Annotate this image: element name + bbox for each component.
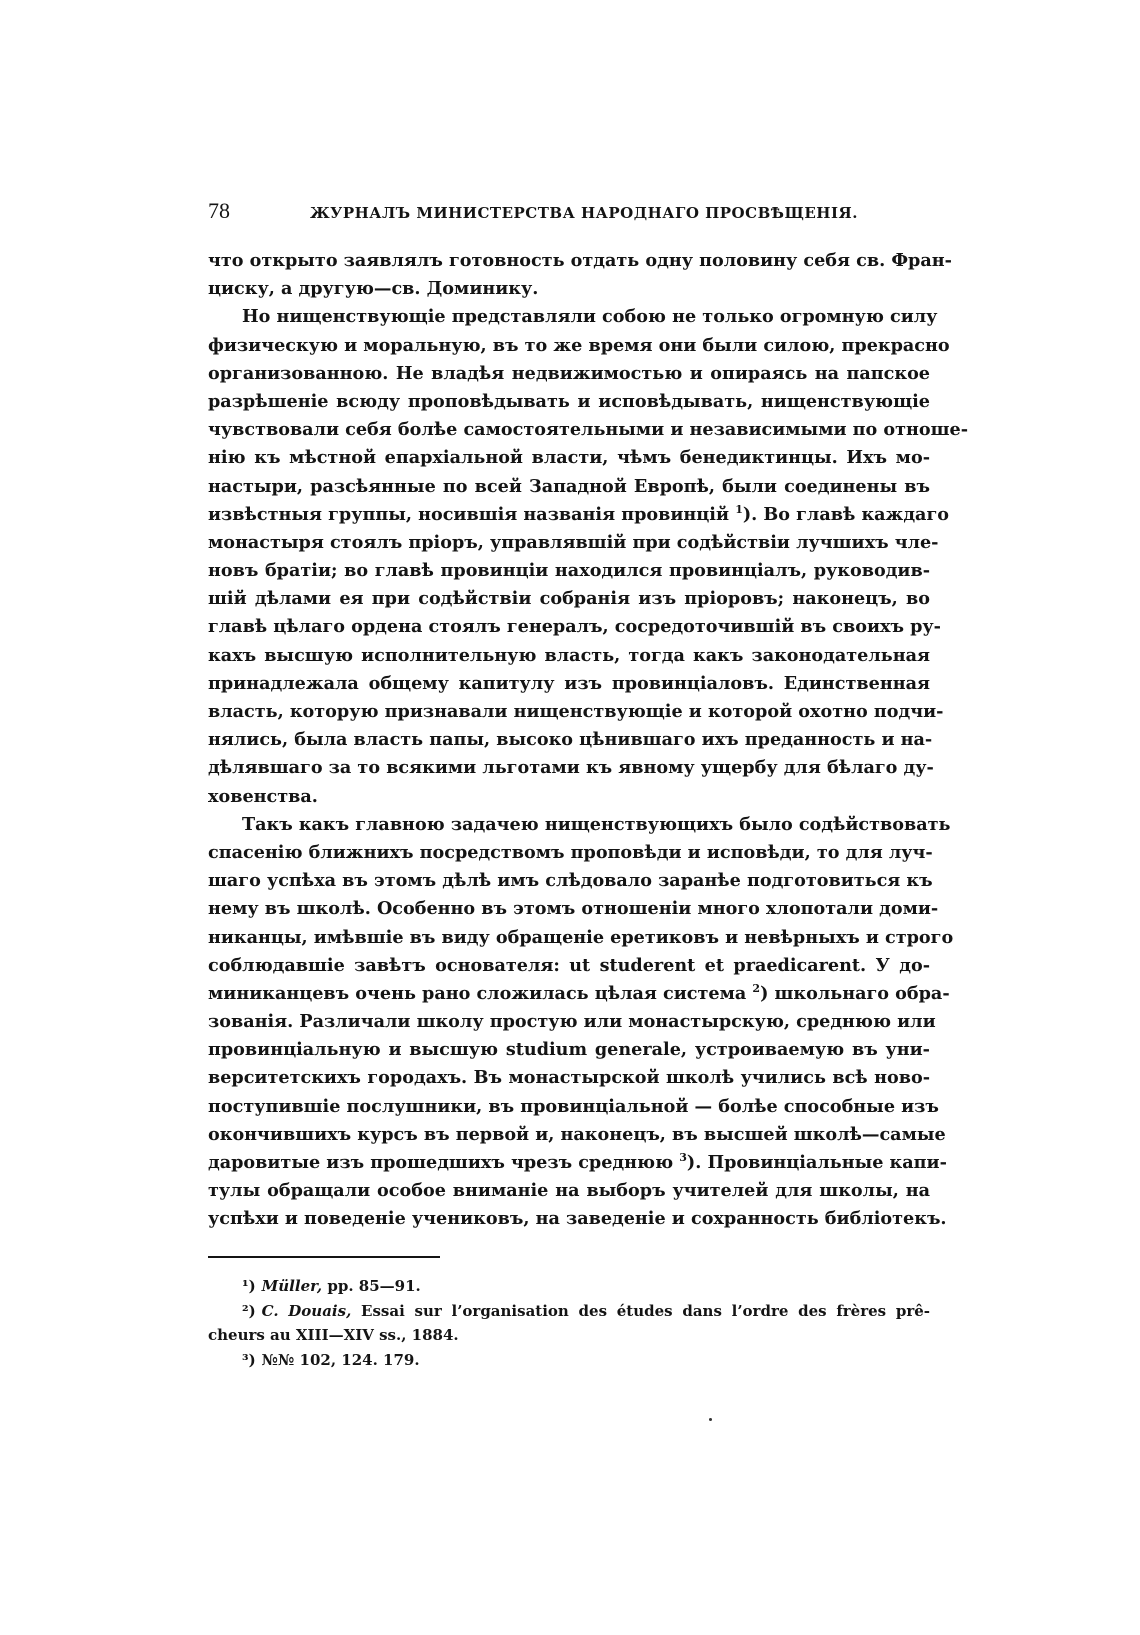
text-line: зованія. Различали школу простую или монастырскую, среднюю или (208, 1011, 936, 1033)
footnote-marker: ²) (242, 1301, 256, 1320)
text-line: провинціальную и высшую studium generale, устроиваемую въ уни- (208, 1039, 930, 1061)
text-line: тулы обращали особое вниманіе на выборъ учителей для школы, на (208, 1180, 930, 1202)
footnotes (208, 1274, 930, 1372)
footnote-text: Essai sur l’organisation des études dans l’ordre des frères prê- (361, 1301, 930, 1320)
text-line: соблюдавшіе завѣтъ основателя: ut studerent et praedicarent. У до- (208, 954, 930, 976)
text-line: Такъ какъ главною задачею нищенствующихъ было содѣйствовать (242, 813, 951, 835)
footnote-1 (208, 1274, 930, 1299)
text-segment: извѣстныя группы, носившія названія провинцій (208, 503, 730, 525)
text-line: власть, которую признавали нищенствующіе и которой охотно подчи- (208, 701, 944, 722)
page-number: 78 (208, 198, 230, 223)
text-line: дѣлявшаго за то всякими льготами къ явному ущербу для бѣлаго ду- (208, 757, 934, 779)
text-line (208, 1149, 947, 1177)
text-line: успѣхи и поведеніе учениковъ, на заведеніе и сохранность библіотекъ. (208, 1208, 947, 1230)
text-line: нему въ школѣ. Особенно въ этомъ отношеніи много хлопотали доми- (208, 898, 939, 920)
text-line: нію къ мѣстной епархіальной власти, чѣмъ бенедиктинцы. Ихъ мо- (208, 447, 930, 469)
footnote-author: Müller, (261, 1277, 323, 1295)
text-line: верситетскихъ городахъ. Въ монастырской школѣ учились всѣ ново- (208, 1067, 930, 1089)
footnote-text: pp. 85—91. (327, 1277, 421, 1295)
footnote-text: №№ 102, 124. 179. (261, 1350, 420, 1369)
footnote-ref: 2 (752, 982, 761, 996)
text-line: шаго успѣха въ этомъ дѣлѣ имъ слѣдовало заранѣе подготовиться къ (208, 870, 933, 892)
text-line: монастыря стоялъ пріоръ, управлявшій при содѣйствіи лучшихъ чле- (208, 531, 939, 553)
text-segment: даровитые изъ прошедшихъ чрезъ среднюю (208, 1152, 674, 1173)
text-segment: миниканцевъ очень рано сложилась цѣлая система (208, 982, 747, 1004)
text-line: что открыто заявлялъ готовность отдать одну половину себя св. Фран- (208, 250, 952, 271)
footnote-marker: ¹) (242, 1277, 256, 1295)
text-line: никанцы, имѣвшіе въ виду обращеніе еретиковъ и невѣрныхъ и строго (208, 926, 954, 948)
text-line: организованною. Не владѣя недвижимостью и опираясь на папское (208, 362, 930, 384)
footnote-marker: ³) (242, 1350, 256, 1369)
page-header (208, 198, 928, 228)
text-line: настыри, разсѣянные по всей Западной Европѣ, были соединены въ (208, 475, 930, 497)
ink-speck (709, 1418, 712, 1421)
text-line: спасенію ближнихъ посредствомъ проповѣди и исповѣди, то для луч- (208, 841, 933, 863)
text-line: шій дѣлами ея при содѣйствіи собранія изъ пріоровъ; наконецъ, во (208, 588, 930, 610)
text-segment: ) школьнаго обра- (760, 982, 950, 1004)
footnote-ref: 1 (735, 502, 743, 516)
text-line: нялись, была власть папы, высоко цѣнившаго ихъ преданность и на- (208, 729, 933, 751)
footnote-divider (208, 1256, 440, 1258)
footnote-3 (208, 1348, 930, 1373)
text-segment: ). Во главѣ каждаго (742, 503, 949, 525)
text-segment: ). Провинціальные капи- (686, 1152, 947, 1173)
text-line (208, 980, 950, 1008)
text-line: чувствовали себя болѣе самостоятельными и независимыми по отноше- (208, 419, 969, 441)
footnote-author: C. Douais, (261, 1301, 352, 1320)
text-line: окончившихъ курсъ въ первой и, наконецъ, въ высшей школѣ—самые (208, 1123, 946, 1145)
text-line: главѣ цѣлаго ордена стоялъ генералъ, сосредоточившій въ своихъ ру- (208, 616, 941, 638)
text-line: ховенства. (208, 785, 318, 807)
text-line: кахъ высшую исполнительную власть, тогда какъ законодательная (208, 644, 930, 666)
text-line: принадлежала общему капитулу изъ провинціаловъ. Единственная (208, 672, 930, 694)
text-line: циску, а другую—св. Доминику. (208, 278, 539, 300)
text-line: физическую и моральную, въ то же время они были силою, прекрасно (208, 334, 950, 356)
text-line (208, 501, 949, 529)
text-line: поступившіе послушники, въ провинціальной — болѣе способные изъ (208, 1095, 939, 1117)
text-line: новъ братіи; во главѣ провинціи находился провинціалъ, руководив- (208, 560, 930, 582)
text-line: разрѣшеніе всюду проповѣдывать и исповѣдывать, нищенствующіе (208, 390, 930, 412)
running-title: ЖУРНАЛЪ МИНИСТЕРСТВА НАРОДНАГО ПРОСВѢЩЕНІЯ. (310, 204, 858, 222)
text-line: Но нищенствующіе представляли собою не только огромную силу (242, 306, 938, 328)
footnote-2 (208, 1299, 930, 1324)
body-text (208, 247, 969, 1234)
footnote-ref: 3 (679, 1151, 687, 1165)
footnote-2-continued: cheurs au XIII—XIV ss., 1884. (208, 1326, 459, 1344)
